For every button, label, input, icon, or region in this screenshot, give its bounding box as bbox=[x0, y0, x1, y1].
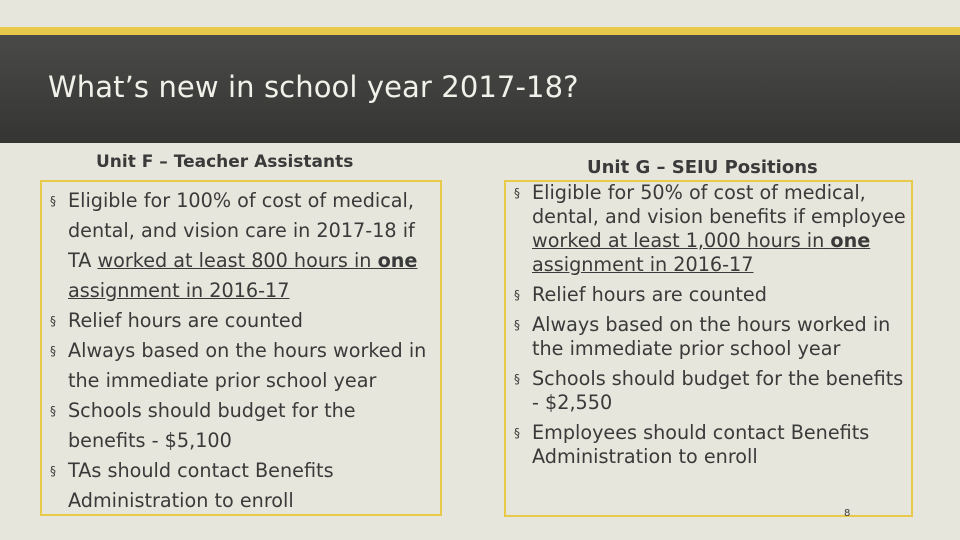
bullet-icon: § bbox=[50, 464, 56, 478]
bullet-icon: § bbox=[50, 314, 56, 328]
right-column-heading: Unit G – SEIU Positions bbox=[587, 157, 818, 178]
bullet-underlined-text: assignment in 2016-17 bbox=[532, 253, 754, 276]
bullet-icon: § bbox=[514, 186, 520, 200]
bullet-icon: § bbox=[50, 344, 56, 358]
bullet-text: Schools should budget for the benefits - $5,100 bbox=[68, 399, 356, 452]
bullet-icon: § bbox=[50, 404, 56, 418]
bullet-text: Always based on the hours worked in the immediate prior school year bbox=[68, 339, 427, 392]
list-item bbox=[512, 181, 908, 277]
bullet-underlined-text: worked at least 1,000 hours in bbox=[532, 229, 831, 252]
left-content-box bbox=[40, 180, 442, 516]
accent-bar bbox=[0, 27, 960, 35]
bullet-text: Relief hours are counted bbox=[68, 309, 303, 332]
list-item bbox=[48, 396, 438, 456]
bullet-text: Eligible for 50% of cost of medical, dental, and vision benefits if employee bbox=[532, 181, 906, 228]
list-item bbox=[512, 367, 908, 415]
list-item bbox=[48, 456, 438, 516]
bullet-text: Always based on the hours worked in the immediate prior school year bbox=[532, 313, 891, 360]
slide-number: 8 bbox=[844, 508, 851, 519]
bullet-icon: § bbox=[50, 194, 56, 208]
bullet-icon: § bbox=[514, 426, 520, 440]
bullet-icon: § bbox=[514, 372, 520, 386]
left-bullet-list bbox=[48, 186, 438, 516]
bullet-emphasis-text: one bbox=[377, 249, 418, 272]
bullet-icon: § bbox=[514, 288, 520, 302]
bullet-text: TAs should contact Benefits Administration to enroll bbox=[68, 459, 334, 512]
list-item bbox=[512, 421, 908, 469]
bullet-text: Eligible for 100% of cost of medical, dental, and vision care in 2017-18 if TA bbox=[68, 189, 415, 272]
list-item bbox=[512, 283, 908, 307]
list-item bbox=[48, 186, 438, 306]
bullet-text: Relief hours are counted bbox=[532, 283, 767, 306]
right-content-box bbox=[504, 180, 913, 517]
list-item bbox=[48, 306, 438, 336]
slide-title: What’s new in school year 2017-18? bbox=[48, 70, 579, 104]
bullet-text: Schools should budget for the benefits - $2,550 bbox=[532, 367, 904, 414]
bullet-underlined-text: assignment in 2016-17 bbox=[68, 279, 290, 302]
list-item bbox=[48, 336, 438, 396]
list-item bbox=[512, 313, 908, 361]
bullet-icon: § bbox=[514, 318, 520, 332]
bullet-underlined-text: worked at least 800 hours in bbox=[97, 249, 378, 272]
bullet-text: Employees should contact Benefits Administration to enroll bbox=[532, 421, 870, 468]
right-bullet-list bbox=[512, 181, 908, 475]
left-column-heading: Unit F – Teacher Assistants bbox=[96, 152, 354, 172]
bullet-emphasis-text: one bbox=[830, 229, 871, 252]
